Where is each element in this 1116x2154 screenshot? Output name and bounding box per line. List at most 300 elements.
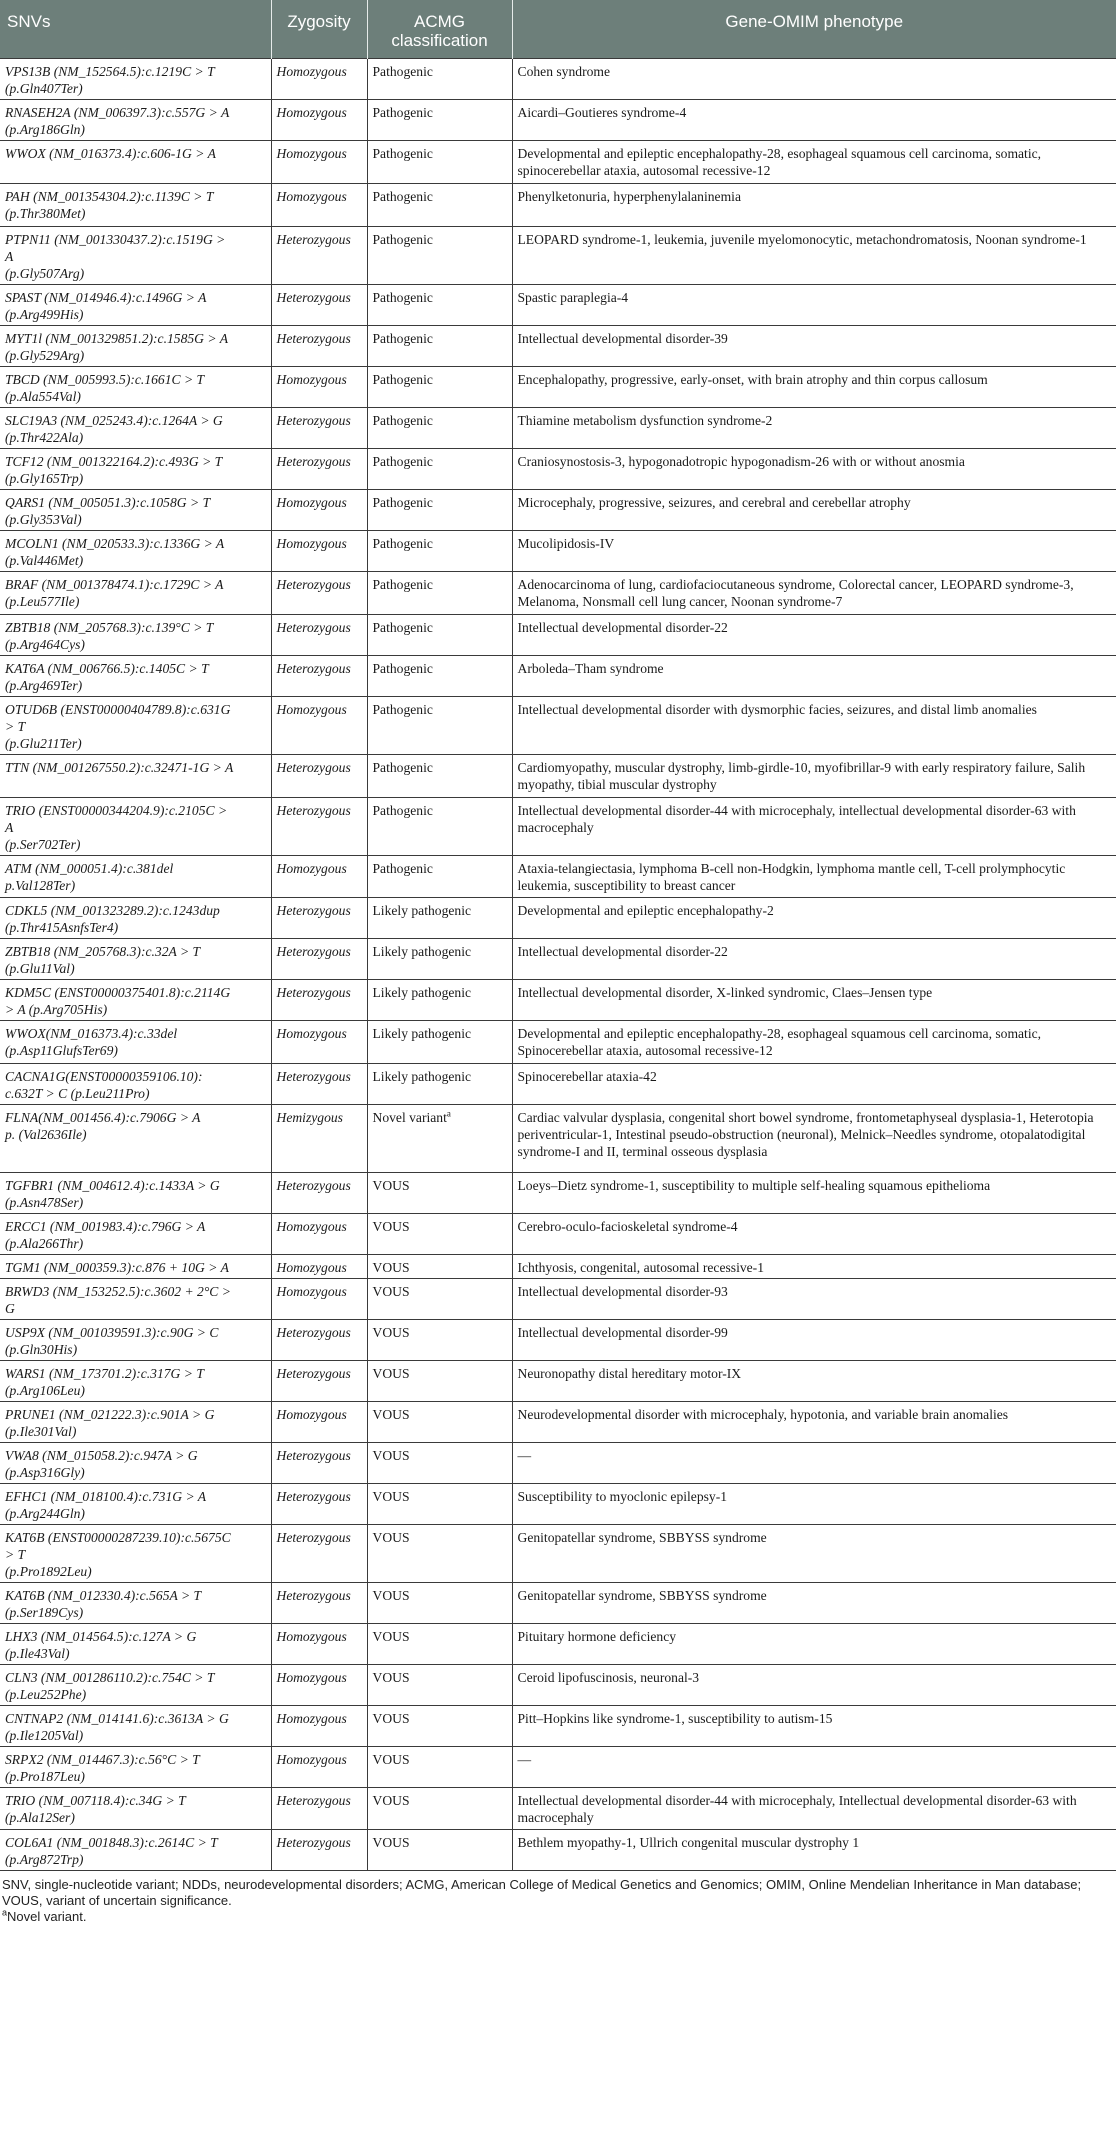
phenotype-cell: Cerebro-oculo-facioskeletal syndrome-4 (512, 1213, 1116, 1254)
snv-cell (0, 1582, 271, 1623)
snv-cell (0, 1020, 271, 1063)
snv-line: c.632T > C (p.Leu211Pro) (5, 1085, 150, 1101)
acmg-cell (367, 979, 512, 1020)
snv-line: (p.Ala12Ser) (5, 1809, 75, 1825)
acmg-cell (367, 1020, 512, 1063)
snv-line: PRUNE1 (NM_021222.3):c.901A > G (5, 1406, 215, 1422)
snv-line: (p.Ile43Val) (5, 1645, 70, 1661)
snv-cell (0, 938, 271, 979)
phenotype-cell: Intellectual developmental disorder-99 (512, 1319, 1116, 1360)
zygosity-cell: Homozygous (271, 1623, 367, 1664)
snv-line: EFHC1 (NM_018100.4):c.731G > A (5, 1488, 207, 1504)
snv-cell (0, 1172, 271, 1213)
acmg-cell (367, 614, 512, 655)
table-row (0, 571, 1116, 614)
acmg-cell (367, 1623, 512, 1664)
acmg-cell (367, 1319, 512, 1360)
snv-line: A (5, 248, 14, 264)
phenotype-cell: Microcephaly, progressive, seizures, and cerebral and cerebellar atrophy (512, 489, 1116, 530)
acmg-label: Pathogenic (372, 330, 433, 346)
table-row (0, 1582, 1116, 1623)
acmg-label: Pathogenic (372, 188, 433, 204)
snv-cell (0, 1623, 271, 1664)
snv-line: A (5, 819, 14, 835)
phenotype-cell: Susceptibility to myoclonic epilepsy-1 (512, 1483, 1116, 1524)
acmg-label: Pathogenic (372, 231, 433, 247)
zygosity-cell: Homozygous (271, 696, 367, 754)
table-row (0, 1278, 1116, 1319)
acmg-label: Novel variant (372, 1109, 447, 1125)
acmg-cell (367, 1063, 512, 1104)
phenotype-cell: Intellectual developmental disorder, X-linked syndromic, Claes–Jensen type (512, 979, 1116, 1020)
phenotype-cell: Adenocarcinoma of lung, cardiofaciocutaneous syndrome, Colorectal cancer, LEOPARD syndrome-3, Melanoma, Nonsmall cell lung cancer, Noonan syndrome-7 (512, 571, 1116, 614)
snv-line: G (5, 1300, 15, 1316)
snv-line: ZBTB18 (NM_205768.3):c.139°C > T (5, 619, 214, 635)
zygosity-cell: Heterozygous (271, 1063, 367, 1104)
snv-line: (p.Arg244Gln) (5, 1505, 85, 1521)
phenotype-cell: Aicardi–Goutieres syndrome-4 (512, 99, 1116, 140)
table-row (0, 754, 1116, 797)
snv-line: (p.Leu577Ile) (5, 593, 80, 609)
snv-cell (0, 448, 271, 489)
table-row (0, 655, 1116, 696)
acmg-label: VOUS (372, 1669, 410, 1685)
phenotype-cell: Genitopatellar syndrome, SBBYSS syndrome (512, 1582, 1116, 1623)
table-row (0, 797, 1116, 855)
table-row (0, 366, 1116, 407)
snv-cell (0, 1787, 271, 1829)
snv-line: (p.Gly353Val) (5, 511, 82, 527)
table-row (0, 1483, 1116, 1524)
acmg-label: VOUS (372, 1792, 410, 1808)
phenotype-cell: Intellectual developmental disorder-93 (512, 1278, 1116, 1319)
snv-line: > T (5, 1546, 26, 1562)
acmg-label: Pathogenic (372, 619, 433, 635)
snv-line: KAT6B (NM_012330.4):c.565A > T (5, 1587, 202, 1603)
snv-cell (0, 696, 271, 754)
acmg-label: VOUS (372, 1324, 410, 1340)
snv-line: LHX3 (NM_014564.5):c.127A > G (5, 1628, 197, 1644)
snv-line: BRAF (NM_001378474.1):c.1729C > A (5, 576, 224, 592)
acmg-label: VOUS (372, 1259, 410, 1275)
zygosity-cell: Homozygous (271, 366, 367, 407)
snv-cell (0, 1829, 271, 1870)
zygosity-cell: Homozygous (271, 1254, 367, 1278)
header-gene-omim-phenotype: Gene-OMIM phenotype (512, 0, 1116, 58)
acmg-label: Pathogenic (372, 535, 433, 551)
acmg-cell (367, 754, 512, 797)
zygosity-cell: Heterozygous (271, 407, 367, 448)
table-footnotes (0, 1871, 1116, 1925)
zygosity-cell: Heterozygous (271, 325, 367, 366)
acmg-label: Pathogenic (372, 289, 433, 305)
acmg-cell (367, 938, 512, 979)
acmg-label: Likely pathogenic (372, 902, 472, 918)
phenotype-cell: — (512, 1442, 1116, 1483)
acmg-cell (367, 855, 512, 897)
snv-cell (0, 1213, 271, 1254)
header-zygosity: Zygosity (271, 0, 367, 58)
snv-cell (0, 655, 271, 696)
header-snvs: SNVs (0, 0, 271, 58)
snv-line: KAT6A (NM_006766.5):c.1405C > T (5, 660, 209, 676)
snv-cell (0, 1104, 271, 1172)
snv-line: (p.Asp316Gly) (5, 1464, 85, 1480)
phenotype-cell: Intellectual developmental disorder-22 (512, 938, 1116, 979)
acmg-cell (367, 1172, 512, 1213)
acmg-label: Pathogenic (372, 412, 433, 428)
table-row (0, 1524, 1116, 1582)
zygosity-cell: Heterozygous (271, 797, 367, 855)
table-row (0, 1063, 1116, 1104)
zygosity-cell: Heterozygous (271, 448, 367, 489)
acmg-footnote-mark: a (446, 1107, 451, 1118)
zygosity-cell: Heterozygous (271, 1360, 367, 1401)
table-row (0, 226, 1116, 284)
phenotype-cell: Cohen syndrome (512, 58, 1116, 99)
snv-line: SPAST (NM_014946.4):c.1496G > A (5, 289, 207, 305)
snv-line: (p.Pro187Leu) (5, 1768, 85, 1784)
snv-cell (0, 1319, 271, 1360)
zygosity-cell: Homozygous (271, 58, 367, 99)
acmg-cell (367, 1213, 512, 1254)
phenotype-cell: Ichthyosis, congenital, autosomal recessive-1 (512, 1254, 1116, 1278)
zygosity-cell: Heterozygous (271, 284, 367, 325)
acmg-cell (367, 1524, 512, 1582)
zygosity-cell: Heterozygous (271, 979, 367, 1020)
acmg-label: Pathogenic (372, 63, 433, 79)
acmg-cell (367, 1360, 512, 1401)
table-row (0, 1442, 1116, 1483)
table-row (0, 284, 1116, 325)
snv-cell (0, 897, 271, 938)
zygosity-cell: Homozygous (271, 489, 367, 530)
acmg-label: VOUS (372, 1406, 410, 1422)
table-row (0, 1401, 1116, 1442)
snv-cell (0, 1524, 271, 1582)
snv-line: (p.Asp11GlufsTer69) (5, 1042, 118, 1058)
snv-line: COL6A1 (NM_001848.3):c.2614C > T (5, 1834, 218, 1850)
snv-cell (0, 489, 271, 530)
snv-cell (0, 571, 271, 614)
snv-cell (0, 183, 271, 226)
table-row (0, 58, 1116, 99)
phenotype-cell: Pitt–Hopkins like syndrome-1, susceptibility to autism-15 (512, 1705, 1116, 1746)
snv-line: TRIO (ENST00000344204.9):c.2105C > (5, 802, 228, 818)
snv-line: USP9X (NM_001039591.3):c.90G > C (5, 1324, 219, 1340)
phenotype-cell: Ataxia-telangiectasia, lymphoma B-cell non-Hodgkin, lymphoma mantle cell, T-cell prolymphocytic leukemia, susceptibility to breast cancer (512, 855, 1116, 897)
snv-line: TGM1 (NM_000359.3):c.876 + 10G > A (5, 1259, 229, 1275)
acmg-label: Pathogenic (372, 860, 433, 876)
snv-line: p.Val128Ter) (5, 877, 76, 893)
zygosity-cell: Homozygous (271, 1664, 367, 1705)
acmg-label: Pathogenic (372, 494, 433, 510)
snv-line: p. (Val2636Ile) (5, 1126, 87, 1142)
snv-cell (0, 530, 271, 571)
snv-line: (p.Ala266Thr) (5, 1235, 84, 1251)
snv-line: TGFBR1 (NM_004612.4):c.1433A > G (5, 1177, 220, 1193)
snv-cell (0, 1278, 271, 1319)
zygosity-cell: Hemizygous (271, 1104, 367, 1172)
header-row (0, 0, 1116, 58)
zygosity-cell: Homozygous (271, 1213, 367, 1254)
snv-line: (p.Arg106Leu) (5, 1382, 85, 1398)
acmg-label: Likely pathogenic (372, 984, 472, 1000)
acmg-cell (367, 183, 512, 226)
snv-line: CNTNAP2 (NM_014141.6):c.3613A > G (5, 1710, 229, 1726)
phenotype-cell: LEOPARD syndrome-1, leukemia, juvenile myelomonocytic, metachondromatosis, Noonan syndrome-1 (512, 226, 1116, 284)
snv-line: RNASEH2A (NM_006397.3):c.557G > A (5, 104, 230, 120)
phenotype-cell: Intellectual developmental disorder-39 (512, 325, 1116, 366)
phenotype-cell: Bethlem myopathy-1, Ullrich congenital muscular dystrophy 1 (512, 1829, 1116, 1870)
zygosity-cell: Heterozygous (271, 571, 367, 614)
phenotype-cell: Genitopatellar syndrome, SBBYSS syndrome (512, 1524, 1116, 1582)
phenotype-cell: Ceroid lipofuscinosis, neuronal-3 (512, 1664, 1116, 1705)
zygosity-cell: Heterozygous (271, 938, 367, 979)
phenotype-cell: Craniosynostosis-3, hypogonadotropic hypogonadism-26 with or without anosmia (512, 448, 1116, 489)
table-row (0, 140, 1116, 183)
phenotype-cell: Cardiomyopathy, muscular dystrophy, limb-girdle-10, myofibrillar-9 with early respiratory failure, Salih myopathy, tibial muscular dystrophy (512, 754, 1116, 797)
snv-cell (0, 1442, 271, 1483)
acmg-cell (367, 571, 512, 614)
footnote-abbreviations: SNV, single-nucleotide variant; NDDs, neurodevelopmental disorders; ACMG, American College of Medical Genetics and Genomics; OMIM, Online Mendelian Inheritance in Man database; VOUS, variant of uncertain significance. (2, 1876, 1082, 1908)
phenotype-cell: Phenylketonuria, hyperphenylalaninemia (512, 183, 1116, 226)
snv-line: QARS1 (NM_005051.3):c.1058G > T (5, 494, 211, 510)
zygosity-cell: Heterozygous (271, 1483, 367, 1524)
phenotype-cell: Cardiac valvular dysplasia, congenital short bowel syndrome, frontometaphyseal dysplasia-1, Heterotopia periventricular-1, Intestinal pseudo-obstruction (neuronal), Melnick–Needles syndrome, otopalatodigital syndrome-I and II, terminal osseous dysplasia (512, 1104, 1116, 1172)
phenotype-cell: — (512, 1746, 1116, 1787)
snv-line: SRPX2 (NM_014467.3):c.56°C > T (5, 1751, 200, 1767)
snv-line: WWOX (NM_016373.4):c.606-1G > A (5, 145, 216, 161)
acmg-cell (367, 226, 512, 284)
snv-line: WARS1 (NM_173701.2):c.317G > T (5, 1365, 204, 1381)
acmg-cell (367, 1582, 512, 1623)
acmg-label: VOUS (372, 1751, 410, 1767)
snv-line: (p.Arg872Trp) (5, 1851, 84, 1867)
table-row (0, 1172, 1116, 1213)
acmg-cell (367, 58, 512, 99)
phenotype-cell: Neurodevelopmental disorder with microcephaly, hypotonia, and variable brain anomalies (512, 1401, 1116, 1442)
table-row (0, 1020, 1116, 1063)
table-row (0, 1360, 1116, 1401)
zygosity-cell: Heterozygous (271, 1319, 367, 1360)
table-row (0, 1787, 1116, 1829)
snv-line: (p.Gly529Arg) (5, 347, 85, 363)
snv-cell (0, 366, 271, 407)
snv-line: (p.Asn478Ser) (5, 1194, 84, 1210)
acmg-label: VOUS (372, 1447, 410, 1463)
zygosity-cell: Heterozygous (271, 1524, 367, 1582)
snv-line: MCOLN1 (NM_020533.3):c.1336G > A (5, 535, 225, 551)
acmg-label: Likely pathogenic (372, 1025, 472, 1041)
phenotype-cell: Spastic paraplegia-4 (512, 284, 1116, 325)
snv-line: FLNA(NM_001456.4):c.7906G > A (5, 1109, 201, 1125)
snv-cell (0, 754, 271, 797)
zygosity-cell: Homozygous (271, 140, 367, 183)
zygosity-cell: Homozygous (271, 1401, 367, 1442)
acmg-cell (367, 140, 512, 183)
acmg-label: Pathogenic (372, 759, 433, 775)
table-row (0, 489, 1116, 530)
table-row (0, 325, 1116, 366)
table-row (0, 99, 1116, 140)
acmg-cell (367, 1254, 512, 1278)
acmg-cell (367, 797, 512, 855)
acmg-cell (367, 1705, 512, 1746)
table-row (0, 1623, 1116, 1664)
snv-cell (0, 797, 271, 855)
snv-line: > A (p.Arg705His) (5, 1001, 108, 1017)
snv-line: ERCC1 (NM_001983.4):c.796G > A (5, 1218, 206, 1234)
zygosity-cell: Heterozygous (271, 1829, 367, 1870)
snv-cell (0, 1401, 271, 1442)
acmg-label: VOUS (372, 1177, 410, 1193)
acmg-cell (367, 1401, 512, 1442)
acmg-cell (367, 489, 512, 530)
phenotype-cell: Intellectual developmental disorder-44 with microcephaly, intellectual developmental disorder-63 with macrocephaly (512, 797, 1116, 855)
snv-line: KDM5C (ENST00000375401.8):c.2114G (5, 984, 231, 1000)
snv-line: MYT1l (NM_001329851.2):c.1585G > A (5, 330, 229, 346)
snv-line: KAT6B (ENST00000287239.10):c.5675C (5, 1529, 231, 1545)
acmg-label: VOUS (372, 1488, 410, 1504)
acmg-cell (367, 530, 512, 571)
phenotype-cell: Intellectual developmental disorder-44 with microcephaly, Intellectual developmental disorder-63 with macrocephaly (512, 1787, 1116, 1829)
phenotype-cell: Pituitary hormone deficiency (512, 1623, 1116, 1664)
zygosity-cell: Heterozygous (271, 754, 367, 797)
acmg-label: VOUS (372, 1834, 410, 1850)
snv-line: TRIO (NM_007118.4):c.34G > T (5, 1792, 186, 1808)
snv-line: VWA8 (NM_015058.2):c.947A > G (5, 1447, 198, 1463)
acmg-cell (367, 1104, 512, 1172)
table-row (0, 1319, 1116, 1360)
snv-line: > T (5, 718, 26, 734)
acmg-cell (367, 1278, 512, 1319)
table-row (0, 938, 1116, 979)
acmg-label: VOUS (372, 1710, 410, 1726)
snv-line: (p.Leu252Phe) (5, 1686, 87, 1702)
acmg-label: Likely pathogenic (372, 943, 472, 959)
snv-line: (p.Ile1205Val) (5, 1727, 84, 1743)
header-acmg-classification: ACMG classification (367, 0, 512, 58)
table-row (0, 1104, 1116, 1172)
snv-line: TTN (NM_001267550.2):c.32471-1G > A (5, 759, 234, 775)
acmg-label: VOUS (372, 1587, 410, 1603)
snv-line: CLN3 (NM_001286110.2):c.754C > T (5, 1669, 215, 1685)
snv-line: BRWD3 (NM_153252.5):c.3602 + 2°C > (5, 1283, 231, 1299)
snv-cell (0, 99, 271, 140)
snv-cell (0, 284, 271, 325)
snv-line: PTPN11 (NM_001330437.2):c.1519G > (5, 231, 226, 247)
zygosity-cell: Homozygous (271, 1746, 367, 1787)
snv-line: ZBTB18 (NM_205768.3):c.32A > T (5, 943, 201, 959)
phenotype-cell: Spinocerebellar ataxia-42 (512, 1063, 1116, 1104)
snv-cell (0, 1254, 271, 1278)
acmg-label: Pathogenic (372, 104, 433, 120)
zygosity-cell: Homozygous (271, 855, 367, 897)
snv-line: OTUD6B (ENST00000404789.8):c.631G (5, 701, 231, 717)
snv-cell (0, 1063, 271, 1104)
table-row (0, 979, 1116, 1020)
acmg-cell (367, 1483, 512, 1524)
table-row (0, 1254, 1116, 1278)
table-body (0, 58, 1116, 1870)
phenotype-cell: Encephalopathy, progressive, early-onset, with brain atrophy and thin corpus callosum (512, 366, 1116, 407)
zygosity-cell: Homozygous (271, 530, 367, 571)
table-row (0, 1705, 1116, 1746)
acmg-label: VOUS (372, 1529, 410, 1545)
zygosity-cell: Heterozygous (271, 897, 367, 938)
table-row (0, 1664, 1116, 1705)
acmg-cell (367, 897, 512, 938)
phenotype-cell: Intellectual developmental disorder-22 (512, 614, 1116, 655)
zygosity-cell: Homozygous (271, 1020, 367, 1063)
phenotype-cell: Developmental and epileptic encephalopathy-2 (512, 897, 1116, 938)
table-header (0, 0, 1116, 58)
acmg-cell (367, 1829, 512, 1870)
snv-line: SLC19A3 (NM_025243.4):c.1264A > G (5, 412, 223, 428)
phenotype-cell: Mucolipidosis-IV (512, 530, 1116, 571)
acmg-label: Pathogenic (372, 576, 433, 592)
phenotype-cell: Developmental and epileptic encephalopathy-28, esophageal squamous cell carcinoma, somatic, Spinocerebellar ataxia, autosomal recessive-12 (512, 1020, 1116, 1063)
phenotype-cell: Arboleda–Tham syndrome (512, 655, 1116, 696)
acmg-label: Pathogenic (372, 660, 433, 676)
snv-line: (p.Arg469Ter) (5, 677, 83, 693)
zygosity-cell: Homozygous (271, 183, 367, 226)
acmg-cell (367, 1746, 512, 1787)
snv-line: (p.Gly507Arg) (5, 265, 85, 281)
acmg-cell (367, 366, 512, 407)
snv-cell (0, 1705, 271, 1746)
snv-line: TCF12 (NM_001322164.2):c.493G > T (5, 453, 223, 469)
table-row (0, 448, 1116, 489)
zygosity-cell: Homozygous (271, 1278, 367, 1319)
zygosity-cell: Heterozygous (271, 614, 367, 655)
acmg-label: VOUS (372, 1628, 410, 1644)
zygosity-cell: Heterozygous (271, 1582, 367, 1623)
acmg-cell (367, 325, 512, 366)
snv-line: TBCD (NM_005993.5):c.1661C > T (5, 371, 205, 387)
snv-cell (0, 855, 271, 897)
acmg-label: VOUS (372, 1365, 410, 1381)
acmg-label: Pathogenic (372, 802, 433, 818)
acmg-cell (367, 655, 512, 696)
acmg-cell (367, 1664, 512, 1705)
acmg-cell (367, 448, 512, 489)
snv-cell (0, 226, 271, 284)
snv-cell (0, 140, 271, 183)
table-row (0, 1746, 1116, 1787)
snv-line: (p.Ile301Val) (5, 1423, 77, 1439)
acmg-label: VOUS (372, 1218, 410, 1234)
phenotype-cell: Thiamine metabolism dysfunction syndrome-2 (512, 407, 1116, 448)
zygosity-cell: Heterozygous (271, 226, 367, 284)
phenotype-cell: Developmental and epileptic encephalopathy-28, esophageal squamous cell carcinoma, somatic, spinocerebellar ataxia, autosomal recessive-12 (512, 140, 1116, 183)
snv-line: (p.Arg464Cys) (5, 636, 85, 652)
zygosity-cell: Heterozygous (271, 1787, 367, 1829)
snv-line: WWOX(NM_016373.4):c.33del (5, 1025, 178, 1041)
snv-line: CDKL5 (NM_001323289.2):c.1243dup (5, 902, 220, 918)
zygosity-cell: Heterozygous (271, 1172, 367, 1213)
snv-line: (p.Pro1892Leu) (5, 1563, 92, 1579)
footnote-novel-variant (2, 1909, 1114, 1925)
phenotype-cell: Intellectual developmental disorder with dysmorphic facies, seizures, and distal limb anomalies (512, 696, 1116, 754)
acmg-label: VOUS (372, 1283, 410, 1299)
table-row (0, 614, 1116, 655)
acmg-cell (367, 284, 512, 325)
zygosity-cell: Homozygous (271, 99, 367, 140)
snv-line: (p.Ser189Cys) (5, 1604, 84, 1620)
acmg-label: Likely pathogenic (372, 1068, 472, 1084)
